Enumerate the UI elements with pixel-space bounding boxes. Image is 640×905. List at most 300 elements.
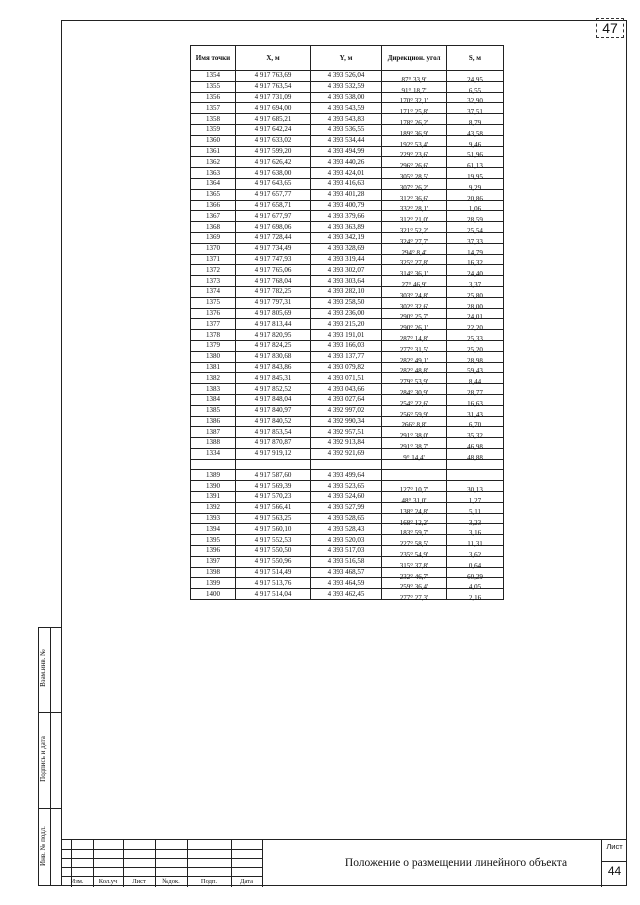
distance-cell [447, 157, 504, 171]
sheet-label: Лист [606, 842, 623, 851]
point-name-cell: 1367 [191, 211, 236, 222]
distance-cell [447, 330, 504, 344]
point-name-cell: 1391 [191, 492, 236, 503]
direction-angle-value: 259° 36,4' [399, 583, 429, 592]
x-cell: 4 917 552,53 [236, 535, 311, 546]
direction-angle-cell [382, 362, 447, 376]
y-cell: 4 393 543,59 [311, 103, 382, 114]
distance-cell [447, 103, 504, 117]
direction-angle-value: 332° 28,1' [399, 205, 429, 214]
distance-cell [447, 546, 504, 557]
distance-value: 35,32 [467, 432, 483, 441]
direction-angle-cell [382, 254, 447, 268]
point-name-cell: 1363 [191, 168, 236, 179]
direction-angle-value: 312° 21,0' [399, 216, 429, 225]
table-row [191, 211, 504, 222]
direction-angle-cell [382, 470, 447, 481]
direction-angle-value: 290° 25,7' [399, 313, 429, 322]
direction-angle-value: 232° 46,7' [399, 572, 429, 581]
x-cell: 4 917 734,49 [236, 243, 311, 254]
distance-value: 2,16 [468, 594, 482, 603]
point-name-cell: 1383 [191, 384, 236, 395]
y-cell: 4 393 342,19 [311, 232, 382, 243]
point-name-cell: 1392 [191, 502, 236, 513]
direction-angle-cell [382, 524, 447, 538]
direction-angle-cell [382, 448, 447, 462]
y-cell: 4 393 137,77 [311, 351, 382, 362]
y-cell: 4 393 517,03 [311, 546, 382, 557]
distance-cell [447, 124, 504, 138]
point-name-cell: 1380 [191, 351, 236, 362]
direction-angle-value: 290° 26,1' [399, 324, 429, 333]
direction-angle-cell [382, 71, 447, 82]
distance-value: 0,64 [468, 561, 482, 570]
table-row [191, 200, 504, 211]
x-cell: 4 917 870,87 [236, 438, 311, 449]
distance-cell [447, 81, 504, 95]
x-cell: 4 917 840,52 [236, 416, 311, 427]
distance-value: 1,06 [468, 205, 482, 214]
direction-angle-value: 315° 37,8' [399, 561, 429, 570]
x-cell: 4 917 830,68 [236, 351, 311, 362]
table-row [191, 438, 504, 449]
col-label-date: Дата [240, 878, 253, 885]
y-cell: 4 393 258,50 [311, 297, 382, 308]
direction-angle-cell [382, 459, 447, 470]
col-label-change: Изм. [70, 878, 84, 885]
table-row [191, 535, 504, 546]
x-cell: 4 917 768,04 [236, 276, 311, 287]
direction-angle-value: 312° 36,6' [399, 194, 429, 203]
distance-value: 8,79 [468, 119, 482, 128]
y-cell: 4 393 527,99 [311, 502, 382, 513]
point-name-cell: 1375 [191, 297, 236, 308]
distance-cell [447, 222, 504, 236]
distance-cell [447, 567, 504, 581]
distance-cell [447, 524, 504, 538]
y-cell: 4 393 534,44 [311, 135, 382, 146]
direction-angle-cell [382, 513, 447, 527]
y-cell: 4 393 528,43 [311, 524, 382, 535]
y-cell: 4 393 363,89 [311, 222, 382, 233]
direction-angle-value: 321° 52,2' [399, 227, 429, 236]
header-distance: S, м [447, 46, 504, 71]
point-name-cell: 1372 [191, 265, 236, 276]
title-block [61, 839, 627, 886]
distance-cell [447, 373, 504, 387]
direction-angle-cell [382, 427, 447, 441]
distance-cell [447, 438, 504, 449]
distance-cell [447, 297, 504, 311]
x-cell: 4 917 848,04 [236, 394, 311, 405]
point-name-cell: 1387 [191, 427, 236, 438]
point-name-cell: 1355 [191, 81, 236, 92]
distance-value: 25,54 [467, 227, 483, 236]
distance-value: 1,27 [468, 496, 482, 505]
distance-value: 24,01 [467, 313, 483, 322]
header-direction-angle: Дирекцион. угол [382, 46, 447, 71]
table-row [191, 330, 504, 341]
x-cell: 4 917 698,06 [236, 222, 311, 233]
distance-cell [447, 351, 504, 365]
x-cell: 4 917 643,65 [236, 178, 311, 189]
x-cell: 4 917 840,97 [236, 405, 311, 416]
x-cell: 4 917 824,25 [236, 340, 311, 351]
x-cell: 4 917 685,21 [236, 114, 311, 125]
distance-value: 28,77 [467, 389, 483, 397]
table-row [191, 71, 504, 82]
x-cell: 4 917 853,54 [236, 427, 311, 438]
point-name-cell: 1356 [191, 92, 236, 103]
direction-angle-value: 48° 31,0' [401, 496, 427, 505]
direction-angle-value: 229° 23,6' [399, 151, 429, 160]
table-row [191, 135, 504, 146]
direction-angle-value: 178° 26,2' [399, 119, 429, 128]
distance-value: 32,90 [467, 97, 483, 106]
y-cell: 4 393 494,99 [311, 146, 382, 157]
table-row [191, 394, 504, 405]
y-cell: 4 392 913,84 [311, 438, 382, 449]
table-row [191, 384, 504, 395]
distance-cell [447, 254, 504, 268]
direction-angle-value: 282° 48,8' [399, 367, 429, 376]
y-cell: 4 392 997,02 [311, 405, 382, 416]
direction-angle-value: 282° 49,1' [399, 356, 429, 365]
distance-cell [447, 535, 504, 549]
distance-value: 25,33 [467, 335, 483, 344]
x-cell: 4 917 852,52 [236, 384, 311, 395]
y-cell: 4 393 401,28 [311, 189, 382, 200]
y-cell [311, 459, 382, 470]
distance-value: 28,59 [467, 216, 483, 225]
side-stamp-sep [38, 712, 61, 713]
point-name-cell: 1358 [191, 114, 236, 125]
x-cell: 4 917 566,41 [236, 502, 311, 513]
x-cell: 4 917 657,77 [236, 189, 311, 200]
point-name-cell: 1365 [191, 189, 236, 200]
distance-cell [447, 470, 504, 481]
direction-angle-value: 266° 8,8' [401, 421, 427, 430]
point-name-cell: 1400 [191, 589, 236, 600]
direction-angle-cell [382, 502, 447, 516]
direction-angle-cell [382, 168, 447, 182]
y-cell: 4 393 400,79 [311, 200, 382, 211]
x-cell: 4 917 550,96 [236, 556, 311, 567]
point-name-cell: 1371 [191, 254, 236, 265]
direction-angle-cell [382, 351, 447, 365]
direction-angle-value: 171° 25,8' [399, 108, 429, 117]
direction-angle-cell [382, 556, 447, 570]
direction-angle-value: 291° 38,0' [399, 432, 429, 441]
table-row [191, 92, 504, 103]
direction-angle-value: 138° 24,8' [399, 507, 429, 516]
direction-angle-cell [382, 124, 447, 138]
y-cell: 4 393 538,00 [311, 92, 382, 103]
x-cell: 4 917 677,97 [236, 211, 311, 222]
col-label-sheet: Лист [132, 878, 146, 885]
coordinates-table [190, 45, 504, 603]
direction-angle-cell [382, 384, 447, 395]
distance-cell [447, 114, 504, 128]
direction-angle-cell [382, 535, 447, 549]
point-name-cell: 1395 [191, 535, 236, 546]
y-cell: 4 393 328,69 [311, 243, 382, 254]
direction-angle-value: 170° 32,1' [399, 97, 429, 106]
distance-value: 37,33 [467, 237, 483, 246]
table-row [191, 103, 504, 114]
y-cell: 4 393 516,58 [311, 556, 382, 567]
distance-cell [447, 276, 504, 290]
point-name-cell: 1361 [191, 146, 236, 157]
distance-cell [447, 308, 504, 322]
point-name-cell [191, 459, 236, 470]
x-cell [236, 459, 311, 470]
table-row [191, 146, 504, 157]
point-name-cell: 1381 [191, 362, 236, 373]
y-cell: 4 393 526,04 [311, 71, 382, 82]
table-row [191, 297, 504, 308]
table-row [191, 81, 504, 92]
direction-angle-cell [382, 567, 447, 581]
distance-value: 22,20 [467, 324, 483, 333]
point-name-cell: 1393 [191, 513, 236, 524]
table-row [191, 157, 504, 168]
direction-angle-value: 254° 22,6' [399, 399, 429, 408]
x-cell: 4 917 569,39 [236, 481, 311, 492]
x-cell: 4 917 797,31 [236, 297, 311, 308]
x-cell: 4 917 820,95 [236, 330, 311, 341]
distance-cell [447, 459, 504, 470]
distance-value: 61,13 [467, 162, 483, 171]
table-row [191, 481, 504, 492]
x-cell: 4 917 550,50 [236, 546, 311, 557]
direction-angle-value: 256° 59,9' [399, 410, 429, 419]
distance-cell [447, 448, 504, 462]
distance-cell [447, 178, 504, 192]
distance-value: 8,44 [468, 378, 482, 387]
point-name-cell: 1382 [191, 373, 236, 384]
x-cell: 4 917 763,69 [236, 71, 311, 82]
point-name-cell: 1360 [191, 135, 236, 146]
y-cell: 4 393 071,51 [311, 373, 382, 384]
col-label-signature: Подп. [200, 878, 218, 885]
direction-angle-value: 91° 18,7' [401, 86, 427, 95]
point-name-cell: 1399 [191, 578, 236, 589]
y-cell: 4 393 532,59 [311, 81, 382, 92]
x-cell: 4 917 728,44 [236, 232, 311, 243]
col-label-count: Кол.уч [98, 878, 118, 885]
distance-cell [447, 92, 504, 106]
point-name-cell: 1384 [191, 394, 236, 405]
y-cell: 4 393 499,64 [311, 470, 382, 481]
direction-angle-cell [382, 92, 447, 106]
distance-value: 4,05 [468, 583, 482, 592]
direction-angle-cell [382, 373, 447, 387]
direction-angle-value: 192° 53,4' [399, 140, 429, 149]
distance-cell [447, 578, 504, 592]
direction-angle-value: 277° 27,3' [399, 594, 429, 603]
point-name-cell: 1388 [191, 438, 236, 449]
distance-cell [447, 362, 504, 376]
y-cell: 4 393 079,82 [311, 362, 382, 373]
point-name-cell: 1366 [191, 200, 236, 211]
distance-value: 60,29 [467, 572, 483, 581]
sheet-number: 44 [607, 864, 622, 878]
x-cell: 4 917 633,02 [236, 135, 311, 146]
side-label-signature-date: Подпись и дата [39, 736, 47, 782]
distance-cell [447, 589, 504, 603]
direction-angle-cell [382, 222, 447, 236]
table-row [191, 459, 504, 470]
distance-value: 37,51 [467, 108, 483, 117]
distance-value: 59,43 [467, 367, 483, 376]
distance-cell [447, 319, 504, 333]
distance-value: 51,96 [467, 151, 483, 160]
distance-value: 3,37 [468, 281, 482, 290]
y-cell: 4 393 282,10 [311, 286, 382, 297]
y-cell: 4 393 303,64 [311, 276, 382, 287]
x-cell: 4 917 513,76 [236, 578, 311, 589]
table-row [191, 578, 504, 589]
direction-angle-value: 27° 46,9' [401, 281, 427, 290]
table-row [191, 308, 504, 319]
table-row [191, 589, 504, 600]
distance-value: 25,20 [467, 345, 483, 354]
side-stamp-divider [50, 627, 51, 886]
header-y: Y, м [311, 46, 382, 71]
x-cell: 4 917 642,24 [236, 124, 311, 135]
direction-angle-cell [382, 232, 447, 246]
direction-angle-value: 296° 26,6' [399, 162, 429, 171]
y-cell: 4 393 302,07 [311, 265, 382, 276]
point-name-cell: 1397 [191, 556, 236, 567]
distance-cell [447, 492, 504, 503]
direction-angle-value: 9° 14,4' [403, 453, 425, 462]
distance-value: 46,98 [467, 442, 483, 451]
x-cell: 4 917 765,06 [236, 265, 311, 276]
table-row [191, 405, 504, 416]
distance-cell [447, 189, 504, 203]
table-row [191, 470, 504, 481]
header-x: X, м [236, 46, 311, 71]
direction-angle-value: 287° 14,8' [399, 335, 429, 344]
title-block-line [262, 840, 263, 887]
direction-angle-cell [382, 243, 447, 257]
distance-cell [447, 556, 504, 570]
direction-angle-cell [382, 438, 447, 449]
direction-angle-value: 303° 24,8' [399, 291, 429, 300]
direction-angle-value: 168° 12,2' [399, 518, 429, 527]
table-row [191, 546, 504, 557]
table-row [191, 168, 504, 179]
point-name-cell: 1396 [191, 546, 236, 557]
table-row [191, 189, 504, 200]
y-cell: 4 392 921,69 [311, 448, 382, 459]
x-cell: 4 917 813,44 [236, 319, 311, 330]
point-name-cell: 1359 [191, 124, 236, 135]
direction-angle-cell [382, 114, 447, 128]
direction-angle-cell [382, 189, 447, 203]
x-cell: 4 917 514,49 [236, 567, 311, 578]
x-cell: 4 917 563,25 [236, 513, 311, 524]
y-cell: 4 393 379,66 [311, 211, 382, 222]
table-row [191, 254, 504, 265]
side-label-inv-original: Инв. № подл. [39, 826, 47, 866]
y-cell: 4 393 462,45 [311, 589, 382, 600]
direction-angle-value: 324° 27,7' [399, 237, 429, 246]
y-cell: 4 393 166,03 [311, 340, 382, 351]
point-name-cell: 1378 [191, 330, 236, 341]
y-cell: 4 393 524,60 [311, 492, 382, 503]
distance-cell [447, 427, 504, 441]
table-row [191, 513, 504, 524]
point-name-cell: 1379 [191, 340, 236, 351]
y-cell: 4 393 468,57 [311, 567, 382, 578]
point-name-cell: 1394 [191, 524, 236, 535]
table-row [191, 114, 504, 125]
x-cell: 4 917 843,86 [236, 362, 311, 373]
distance-value: 28,98 [467, 356, 483, 365]
corner-page-number: 47 [596, 18, 624, 38]
direction-angle-cell [382, 308, 447, 322]
direction-angle-value: 277° 31,5' [399, 345, 429, 354]
point-name-cell: 1377 [191, 319, 236, 330]
y-cell: 4 393 191,01 [311, 330, 382, 341]
direction-angle-cell [382, 157, 447, 171]
x-cell: 4 917 599,20 [236, 146, 311, 157]
distance-value: 11,31 [467, 540, 483, 549]
distance-cell [447, 502, 504, 516]
side-label-replace-inv: Взам.инв. № [39, 649, 47, 687]
direction-angle-cell [382, 146, 447, 160]
point-name-cell: 1376 [191, 308, 236, 319]
distance-value: 9,46 [468, 140, 482, 149]
direction-angle-cell [382, 319, 447, 333]
direction-angle-cell [382, 200, 447, 214]
y-cell: 4 393 416,63 [311, 178, 382, 189]
distance-value: 24,95 [467, 75, 483, 84]
x-cell: 4 917 638,00 [236, 168, 311, 179]
point-name-cell: 1373 [191, 276, 236, 287]
distance-cell [447, 384, 504, 395]
table-row [191, 265, 504, 276]
y-cell: 4 393 523,65 [311, 481, 382, 492]
y-cell: 4 393 536,55 [311, 124, 382, 135]
distance-value: 16,32 [467, 259, 483, 268]
y-cell: 4 393 236,00 [311, 308, 382, 319]
direction-angle-value: 227° 58,5' [399, 540, 429, 549]
table-row [191, 567, 504, 578]
table-row [191, 492, 504, 503]
table-row [191, 124, 504, 135]
x-cell: 4 917 694,00 [236, 103, 311, 114]
point-name-cell: 1374 [191, 286, 236, 297]
point-name-cell: 1389 [191, 470, 236, 481]
distance-value: 3,23 [468, 518, 482, 527]
distance-value: 31,43 [467, 410, 483, 419]
distance-value: 25,80 [467, 291, 483, 300]
table-row [191, 502, 504, 513]
document-title: Положение о размещении линейного объекта [344, 857, 568, 869]
x-cell: 4 917 560,10 [236, 524, 311, 535]
direction-angle-cell [382, 589, 447, 603]
header-point-name: Имя точки [191, 46, 236, 71]
direction-angle-cell [382, 211, 447, 225]
point-name-cell: 1386 [191, 416, 236, 427]
point-name-cell: 1357 [191, 103, 236, 114]
point-name-cell: 1390 [191, 481, 236, 492]
distance-value: 20,86 [467, 194, 483, 203]
